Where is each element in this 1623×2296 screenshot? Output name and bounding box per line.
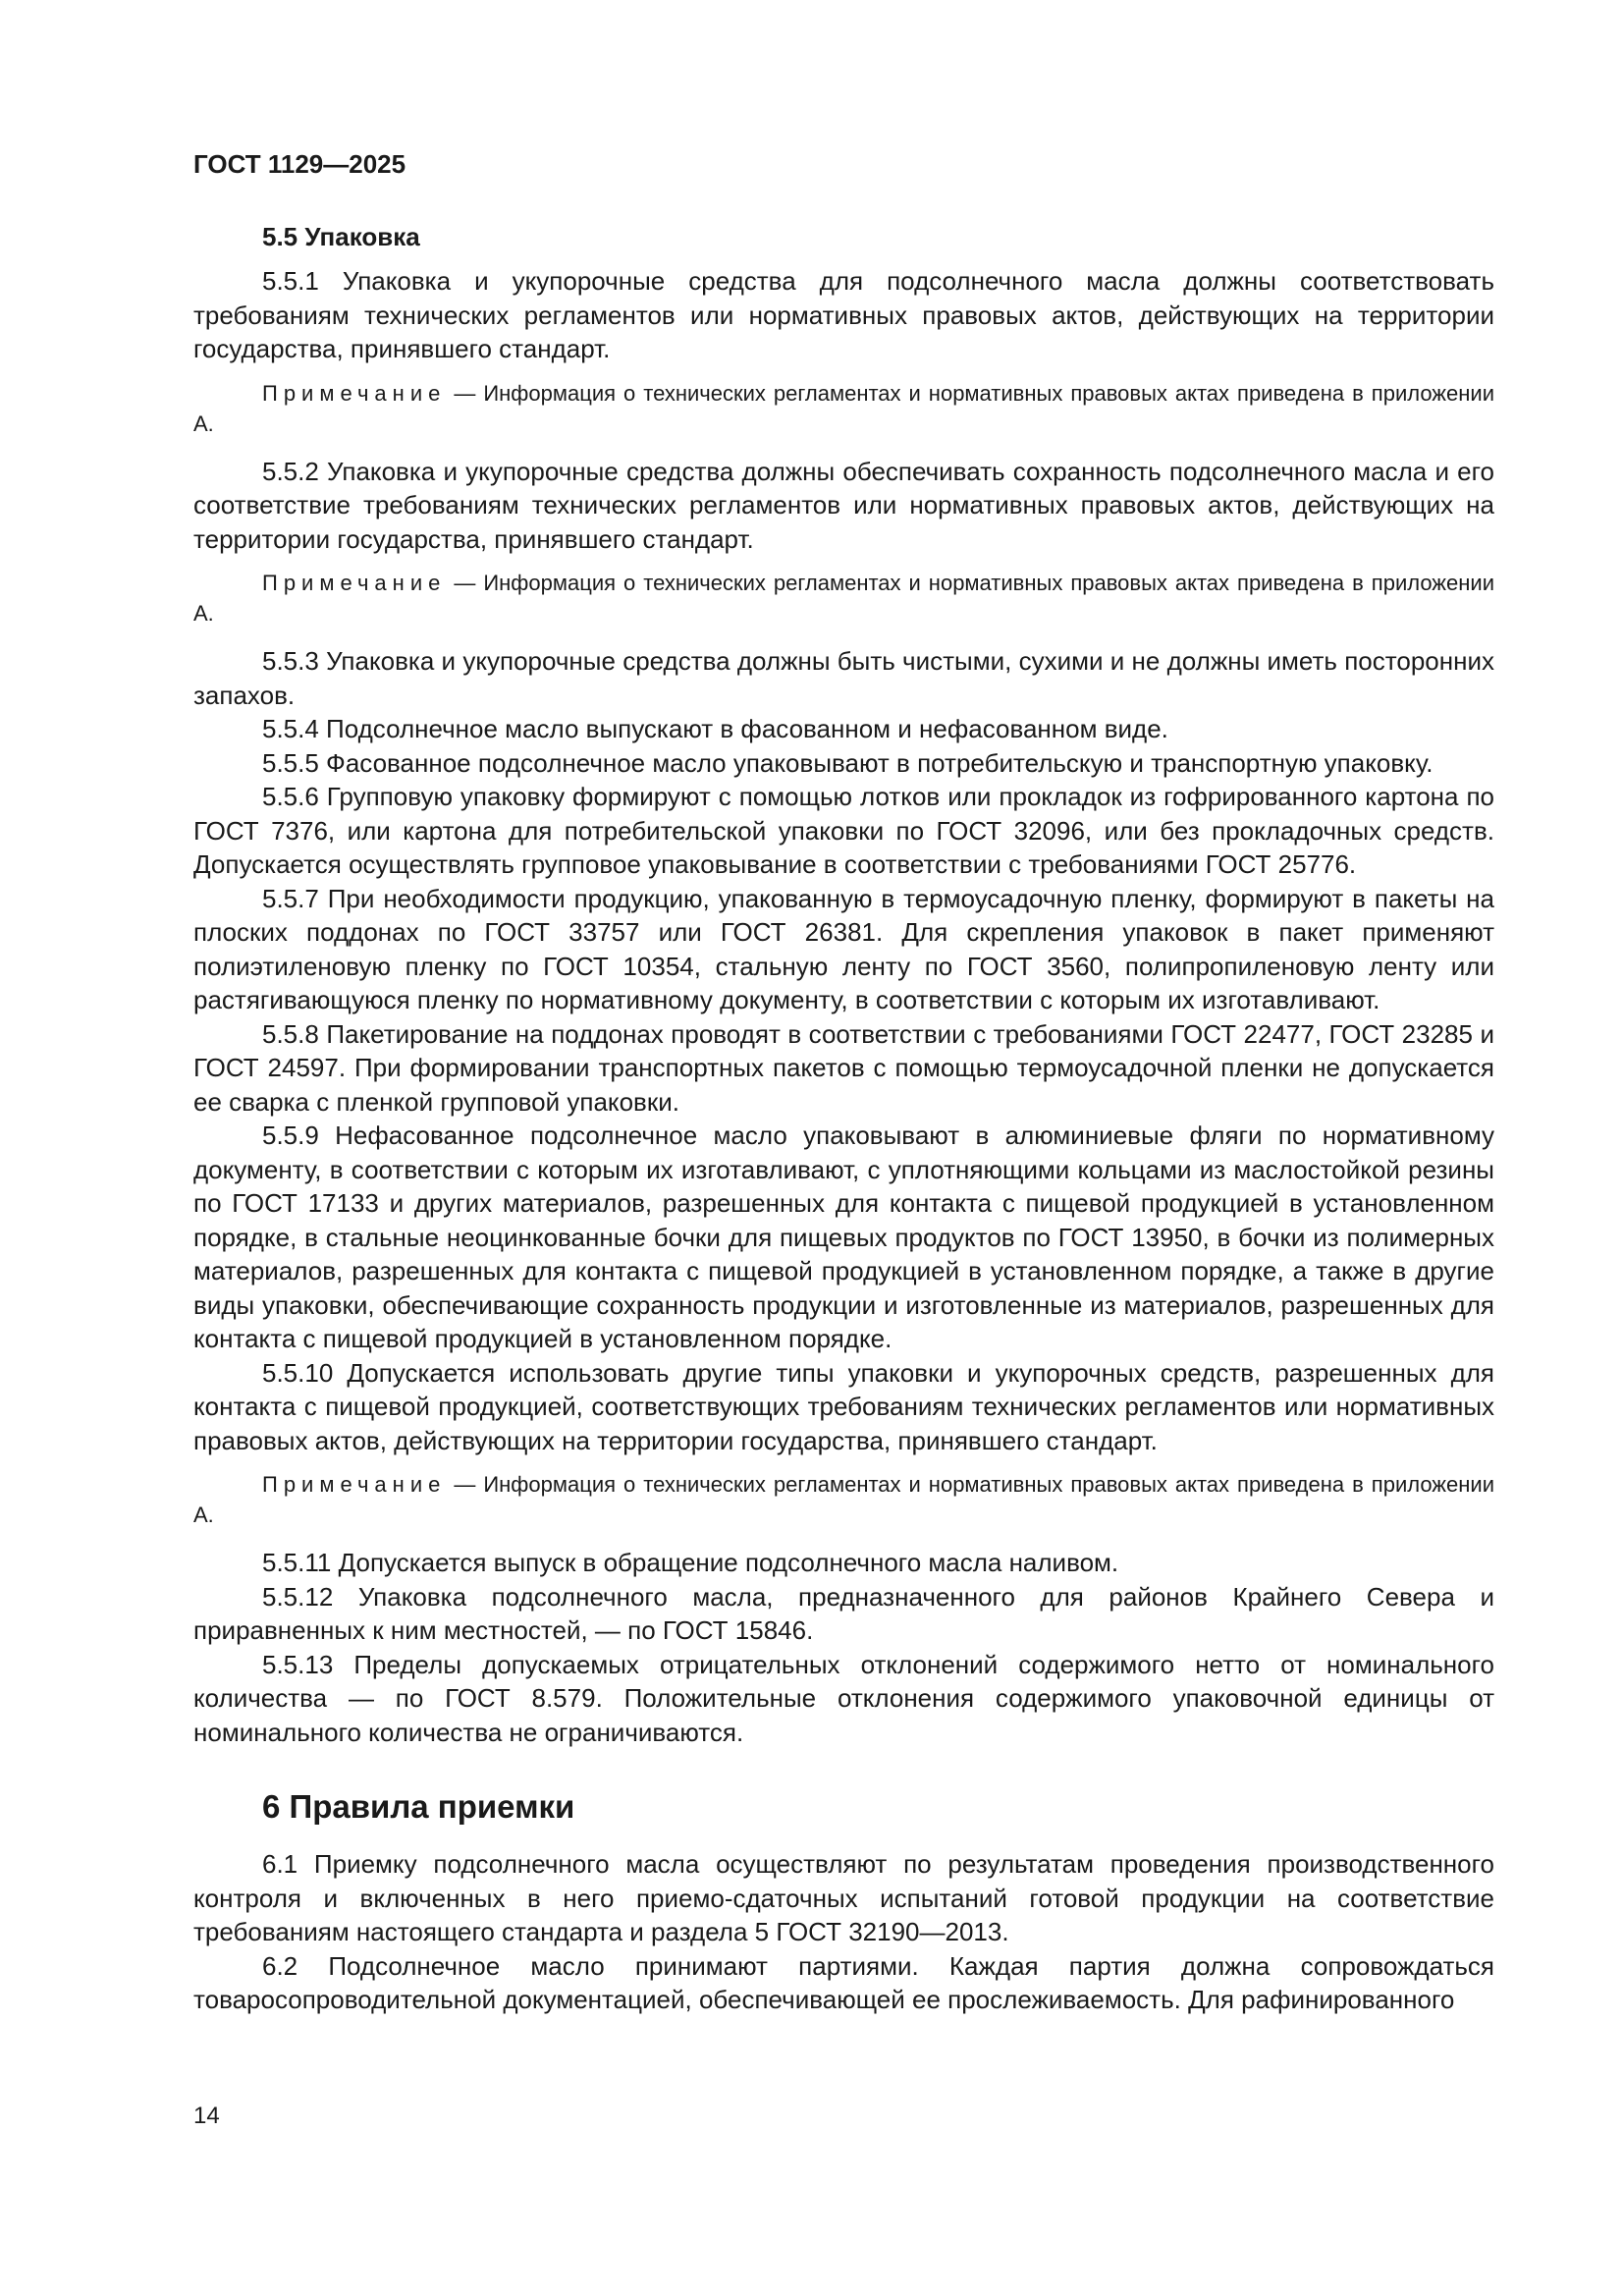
note-2 (193, 568, 1494, 629)
note-label: Примечание (262, 1472, 447, 1497)
paragraph-5-5-6: 5.5.6 Групповую упаковку формируют с помощью лотков или прокладок из гофрированного картона по ГОСТ 7376, или картона для потребительской упаковки по ГОСТ 32096, или без прокладочных средств. Допускается осуществлять групповое упаковывание в соответствии с требованиями ГОСТ 25776. (193, 782, 1494, 879)
note-label: Примечание (262, 380, 447, 406)
paragraph-5-5-5: 5.5.5 Фасованное подсолнечное масло упаковывают в потребительскую и транспортную упаковку. (262, 747, 1434, 778)
paragraph-5-5-4: 5.5.4 Подсолнечное масло выпускают в фасованном и нефасованном виде. (262, 714, 1168, 743)
page-number: 14 (193, 2103, 220, 2129)
paragraph-6-2: 6.2 Подсолнечное масло принимают партиями. Каждая партия должна сопровождаться товаросопроводительной документацией, обеспечивающей ее прослеживаемость. Для рафинированного (193, 1950, 1494, 2014)
paragraph-5-5-13: 5.5.13 Пределы допускаемых отрицательных отклонений содержимого нетто от номинального количества — по ГОСТ 8.579. Положительные отклонения содержимого упаковочной единицы от номинального количества не ограничиваются. (193, 1649, 1494, 1747)
paragraph-5-5-10: 5.5.10 Допускается использовать другие типы упаковки и укупорочных средств, разрешенных для контакта с пищевой продукцией, соответствующих требованиям технических регламентов или нормативных правовых актов, действующих на территории государства, принявшего стандарт. (193, 1357, 1494, 1455)
paragraph-5-5-9: 5.5.9 Нефасованное подсолнечное масло упаковывают в алюминиевые фляги по нормативному документу, в соответствии с которым их изготавливают, с уплотняющими кольцами из маслостойкой резины по ГОСТ 17133 и других материалов, разрешенных для контакта с пищевой продукцией в установленном порядке, в стальные неоцинкованные бочки для пищевых продуктов по ГОСТ 13950, в бочки из полимерных материалов, разрешенных для контакта с пищевой продукцией в установленном порядке, а также в другие виды упаковки, обеспечивающие сохранность продукции и изготовленные из материалов, разрешенных для контакта с пищевой продукцией в установленном порядке. (193, 1121, 1494, 1353)
section-heading-6: 6 Правила приемки (262, 1788, 575, 1825)
note-3 (193, 1469, 1494, 1530)
document-code-header: ГОСТ 1129—2025 (193, 149, 406, 179)
note-1 (193, 378, 1494, 439)
page-content (193, 222, 1494, 2017)
paragraph-6-1: 6.1 Приемку подсолнечного масла осуществляют по результатам проведения производственного контроля и включенных в него приемо-сдаточных испытаний готовой продукции на соответствие требованиям настоящего стандарта и раздела 5 ГОСТ 32190—2013. (193, 1849, 1494, 1946)
paragraph-5-5-1: 5.5.1 Упаковка и укупорочные средства для подсолнечного масла должны соответствовать требованиям технических регламентов или нормативных правовых актов, действующих на территории государства, принявшего стандарт. (193, 266, 1494, 363)
note-label: Примечание (262, 571, 447, 595)
paragraph-5-5-8: 5.5.8 Пакетирование на поддонах проводят в соответствии с требованиями ГОСТ 22477, ГОСТ 23285 и ГОСТ 24597. При формировании транспортных пакетов с помощью термоусадочной пленки не допускается ее сварка с пленкой групповой упаковки. (193, 1018, 1494, 1117)
paragraph-5-5-11: 5.5.11 Допускается выпуск в обращение подсолнечного масла наливом. (262, 1548, 1119, 1577)
note-text: — Информация о технических регламентах и нормативных правовых актах приведена в приложении А. (193, 380, 1494, 436)
paragraph-5-5-12: 5.5.12 Упаковка подсолнечного масла, предназначенного для районов Крайнего Севера и приравненных к ним местностей, — по ГОСТ 15846. (193, 1581, 1494, 1645)
note-text: — Информация о технических регламентах и нормативных правовых актах приведена в приложении А. (193, 1472, 1494, 1527)
paragraph-5-5-2: 5.5.2 Упаковка и укупорочные средства должны обеспечивать сохранность подсолнечного масла и его соответствие требованиям технических регламентов или нормативных правовых актов, действующих на территории государства, принявшего стандарт. (193, 456, 1494, 554)
note-text: — Информация о технических регламентах и нормативных правовых актах приведена в приложении А. (193, 571, 1494, 626)
paragraph-5-5-3: 5.5.3 Упаковка и укупорочные средства должны быть чистыми, сухими и не должны иметь посторонних запахов. (193, 646, 1494, 710)
paragraph-5-5-7: 5.5.7 При необходимости продукцию, упакованную в термоусадочную пленку, формируют в пакеты на плоских поддонах по ГОСТ 33757 или ГОСТ 26381. Для скрепления упаковок в пакет применяют полиэтиленовую пленку по ГОСТ 10354, стальную ленту по ГОСТ 3560, полипропиленовую ленту или растягивающуюся пленку по нормативному документу, в соответствии с которым их изготавливают. (193, 883, 1494, 1014)
section-heading-5-5: 5.5 Упаковка (262, 222, 420, 251)
